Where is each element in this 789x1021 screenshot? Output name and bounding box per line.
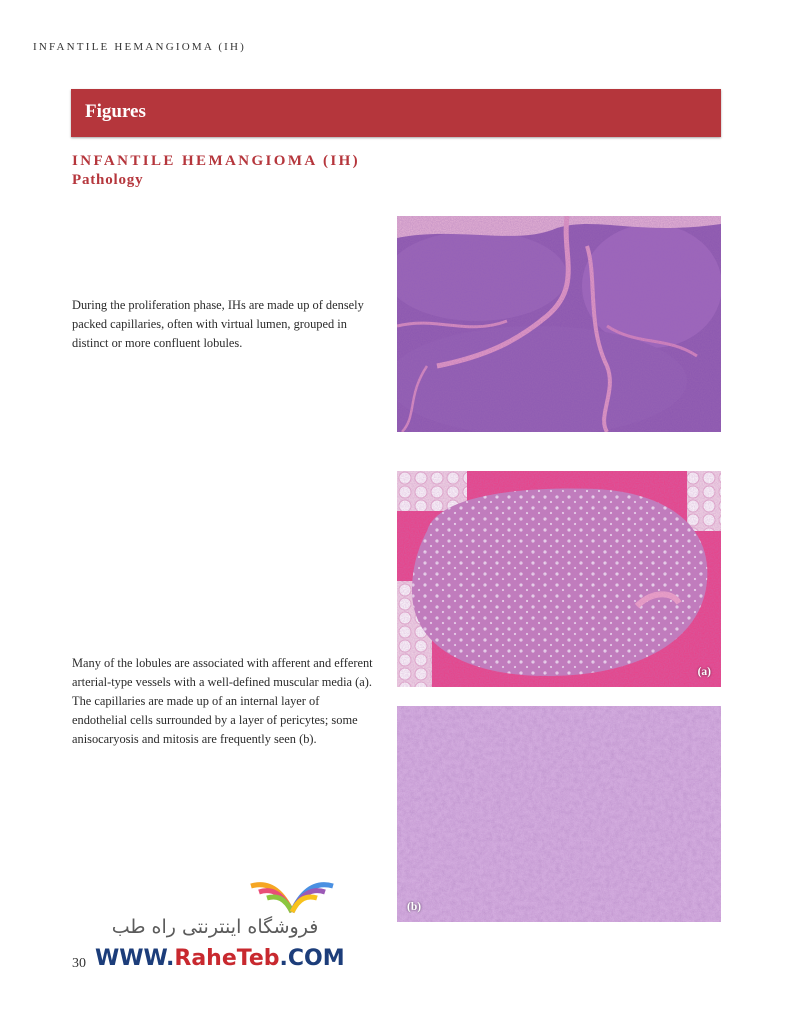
raheteb-watermark [95, 876, 345, 976]
section-subtitle: Pathology [72, 172, 144, 188]
figures-banner [71, 89, 721, 137]
figure-label-b: (b) [407, 901, 422, 913]
url-brand: RaheTeb [174, 946, 280, 971]
paragraph-lobules-vessels: Many of the lobules are associated with afferent and efferent arterial-type vessels with a well-defined muscular media (a). The capillaries are made up of an internal layer of endothelial cells surrounded by a layer of pericytes; some anisocaryosis and mitosis are frequently seen (b). [72, 656, 373, 746]
page-number: 30 [72, 956, 86, 971]
histology-image-b [397, 706, 721, 922]
paragraph-proliferation-phase: During the proliferation phase, IHs are made up of densely packed capillaries, often with virtual lumen, grouped in distinct or more confluent lobules. [72, 298, 364, 350]
book-logo-icon [245, 876, 340, 916]
banner-title: Figures [85, 101, 146, 122]
watermark-persian-text: فروشگاه اینترنتی راه طب [111, 916, 319, 938]
watermark-url[interactable] [95, 946, 345, 971]
histology-image-a [397, 471, 721, 687]
running-header: INFANTILE HEMANGIOMA (IH) [33, 41, 247, 53]
url-prefix: WWW. [95, 946, 175, 971]
figure-label-a: (a) [697, 666, 711, 678]
section-title: INFANTILE HEMANGIOMA (IH) [72, 153, 361, 169]
histology-image-lobules [397, 216, 721, 432]
url-suffix: .COM [279, 946, 345, 971]
